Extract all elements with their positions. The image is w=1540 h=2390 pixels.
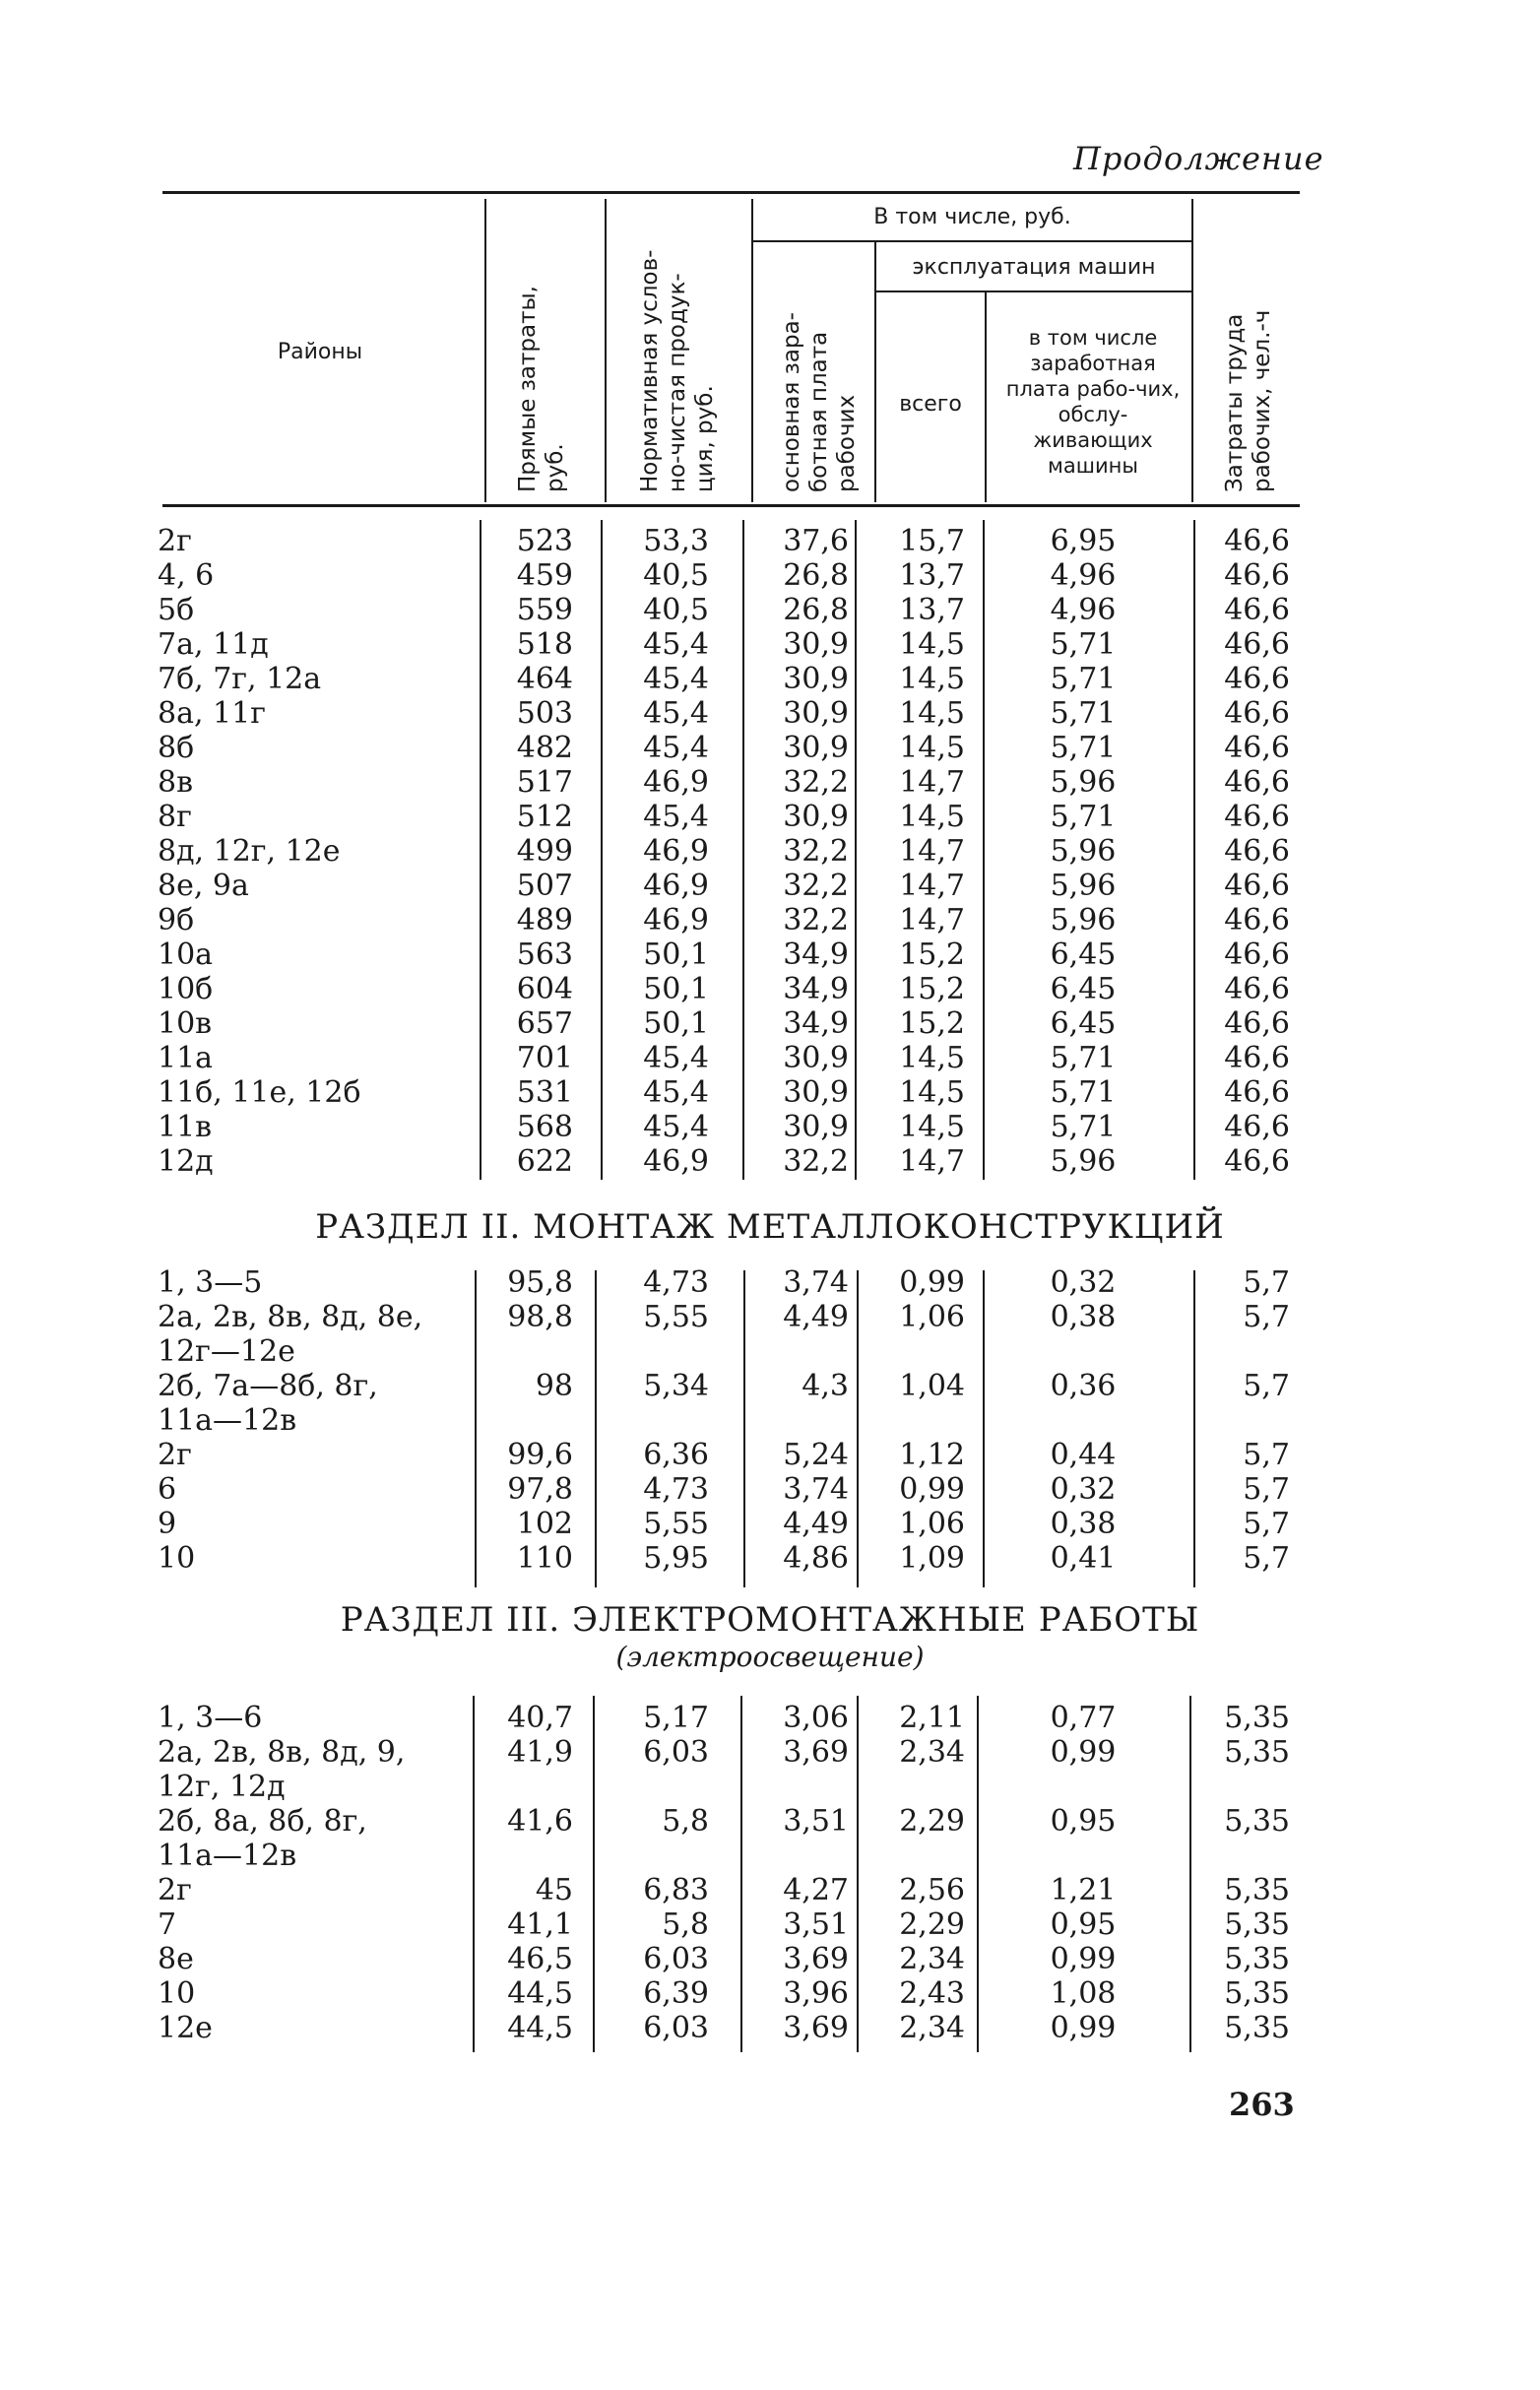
- normative-product-cell: 45,4: [643, 731, 709, 765]
- normative-product-cell: 46,9: [643, 1144, 709, 1179]
- basic-wages-cell: 4,49: [783, 1300, 849, 1334]
- labor-costs-cell: 5,7: [1243, 1265, 1290, 1300]
- machine-wages-cell: 1,08: [1050, 1976, 1117, 2011]
- machine-wages-cell: 1,21: [1050, 1873, 1117, 1907]
- basic-wages-cell: 3,51: [783, 1907, 849, 1942]
- machine-total-cell: 15,7: [899, 524, 965, 558]
- normative-product-cell: 45,4: [643, 696, 709, 731]
- basic-wages-cell: 30,9: [783, 627, 849, 662]
- machine-total-cell: 1,09: [899, 1541, 965, 1576]
- region-cell: 8д, 12г, 12е: [158, 834, 341, 869]
- machine-wages-cell: 5,71: [1050, 1075, 1117, 1110]
- machine-total-cell: 14,7: [899, 903, 965, 937]
- machine-total-cell: 2,34: [899, 2011, 965, 2045]
- section3-title: РАЗДЕЛ III. ЭЛЕКТРОМОНТАЖНЫЕ РАБОТЫ: [340, 1600, 1200, 1640]
- region-cell: 10а: [158, 937, 214, 972]
- basic-wages-cell: 34,9: [783, 937, 849, 972]
- basic-wages-cell: 30,9: [783, 800, 849, 834]
- machine-wages-cell: 5,96: [1050, 869, 1117, 903]
- normative-product-cell: 6,03: [643, 1735, 709, 1770]
- region-cell: 7а, 11д: [158, 627, 269, 662]
- machine-total-cell: 14,5: [899, 1075, 965, 1110]
- machine-wages-cell: 0,32: [1050, 1265, 1117, 1300]
- normative-product-cell: 5,95: [643, 1541, 709, 1576]
- table-row: [0, 765, 1540, 800]
- direct-costs-cell: 45: [535, 1873, 573, 1907]
- table-row: [0, 1701, 1540, 1735]
- direct-costs-cell: 98: [535, 1369, 573, 1403]
- basic-wages-cell: 32,2: [783, 765, 849, 800]
- table-row: [0, 972, 1540, 1006]
- direct-costs-cell: 41,6: [507, 1804, 573, 1839]
- table-row: [0, 1942, 1540, 1976]
- direct-costs-cell: 459: [516, 558, 573, 593]
- header-labor-costs: Затраты труда рабочих, чел.-ч: [1222, 309, 1275, 492]
- normative-product-cell: 46,9: [643, 834, 709, 869]
- machine-total-cell: 13,7: [899, 593, 965, 627]
- header-direct-costs: Прямые затраты, руб.: [515, 286, 568, 492]
- direct-costs-cell: 41,1: [507, 1907, 573, 1942]
- table-row: [0, 1907, 1540, 1942]
- direct-costs-cell: 503: [516, 696, 573, 731]
- direct-costs-cell: 482: [516, 731, 573, 765]
- machine-total-cell: 2,11: [899, 1701, 965, 1735]
- region-cell: 2а, 2в, 8в, 8д, 8е, 12г—12е: [158, 1300, 423, 1369]
- header-divider: [1191, 199, 1193, 502]
- header-divider: [985, 292, 987, 502]
- normative-product-cell: 45,4: [643, 800, 709, 834]
- labor-costs-cell: 46,6: [1224, 800, 1290, 834]
- normative-product-cell: 46,9: [643, 903, 709, 937]
- basic-wages-cell: 26,8: [783, 593, 849, 627]
- labor-costs-cell: 46,6: [1224, 1075, 1290, 1110]
- table-row: [0, 834, 1540, 869]
- region-cell: 9б: [158, 903, 195, 937]
- table-row: [0, 558, 1540, 593]
- basic-wages-cell: 5,24: [783, 1438, 849, 1472]
- table-row: [0, 1041, 1540, 1075]
- direct-costs-cell: 489: [516, 903, 573, 937]
- basic-wages-cell: 32,2: [783, 834, 849, 869]
- basic-wages-cell: 32,2: [783, 903, 849, 937]
- basic-wages-cell: 3,51: [783, 1804, 849, 1839]
- header-divider: [751, 199, 753, 502]
- labor-costs-cell: 46,6: [1224, 662, 1290, 696]
- labor-costs-cell: 46,6: [1224, 1006, 1290, 1041]
- table-row: [0, 1472, 1540, 1507]
- direct-costs-cell: 701: [516, 1041, 573, 1075]
- normative-product-cell: 40,5: [643, 558, 709, 593]
- table-row: [0, 1507, 1540, 1541]
- machine-wages-cell: 6,45: [1050, 972, 1117, 1006]
- region-cell: 9: [158, 1507, 177, 1541]
- machine-wages-cell: 5,71: [1050, 731, 1117, 765]
- normative-product-cell: 50,1: [643, 937, 709, 972]
- direct-costs-cell: 523: [516, 524, 573, 558]
- basic-wages-cell: 32,2: [783, 1144, 849, 1179]
- labor-costs-cell: 5,7: [1243, 1541, 1290, 1576]
- region-cell: 6: [158, 1472, 177, 1507]
- machine-wages-cell: 5,96: [1050, 903, 1117, 937]
- machine-wages-cell: 5,96: [1050, 834, 1117, 869]
- machine-total-cell: 14,7: [899, 834, 965, 869]
- basic-wages-cell: 3,74: [783, 1472, 849, 1507]
- table-row: [0, 524, 1540, 558]
- normative-product-cell: 50,1: [643, 1006, 709, 1041]
- table-row: [0, 1369, 1540, 1438]
- direct-costs-cell: 97,8: [507, 1472, 573, 1507]
- region-cell: 11а: [158, 1041, 214, 1075]
- machine-total-cell: 15,2: [899, 972, 965, 1006]
- table-row: [0, 1265, 1540, 1300]
- machine-wages-cell: 0,38: [1050, 1300, 1117, 1334]
- labor-costs-cell: 5,35: [1224, 1942, 1290, 1976]
- header-including-rub: В том числе, руб.: [873, 205, 1071, 229]
- basic-wages-cell: 4,86: [783, 1541, 849, 1576]
- machine-total-cell: 2,43: [899, 1976, 965, 2011]
- table-row: [0, 696, 1540, 731]
- region-cell: 8е, 9а: [158, 869, 249, 903]
- region-cell: 2а, 2в, 8в, 8д, 9, 12г, 12д: [158, 1735, 406, 1804]
- normative-product-cell: 6,03: [643, 2011, 709, 2045]
- region-cell: 1, 3—6: [158, 1701, 263, 1735]
- direct-costs-cell: 44,5: [507, 1976, 573, 2011]
- machine-wages-cell: 5,71: [1050, 662, 1117, 696]
- table-row: [0, 1144, 1540, 1179]
- machine-wages-cell: 0,44: [1050, 1438, 1117, 1472]
- labor-costs-cell: 46,6: [1224, 937, 1290, 972]
- normative-product-cell: 45,4: [643, 1041, 709, 1075]
- direct-costs-cell: 531: [516, 1075, 573, 1110]
- machine-total-cell: 0,99: [899, 1265, 965, 1300]
- normative-product-cell: 53,3: [643, 524, 709, 558]
- region-cell: 8е: [158, 1942, 194, 1976]
- machine-total-cell: 2,34: [899, 1735, 965, 1770]
- machine-total-cell: 14,5: [899, 800, 965, 834]
- machine-wages-cell: 6,95: [1050, 524, 1117, 558]
- labor-costs-cell: 46,6: [1224, 558, 1290, 593]
- labor-costs-cell: 5,35: [1224, 1873, 1290, 1907]
- machine-total-cell: 1,04: [899, 1369, 965, 1403]
- direct-costs-cell: 99,6: [507, 1438, 573, 1472]
- labor-costs-cell: 5,7: [1243, 1472, 1290, 1507]
- header-incl-wages: в том числе заработная плата рабо-чих, обслу-живающих машины: [1005, 326, 1181, 478]
- machine-wages-cell: 0,41: [1050, 1541, 1117, 1576]
- table-row: [0, 1735, 1540, 1804]
- basic-wages-cell: 30,9: [783, 696, 849, 731]
- labor-costs-cell: 46,6: [1224, 593, 1290, 627]
- region-cell: 8г: [158, 800, 192, 834]
- normative-product-cell: 46,9: [643, 869, 709, 903]
- normative-product-cell: 5,8: [662, 1804, 709, 1839]
- labor-costs-cell: 5,35: [1224, 1701, 1290, 1735]
- table-row: [0, 627, 1540, 662]
- normative-product-cell: 5,34: [643, 1369, 709, 1403]
- labor-costs-cell: 46,6: [1224, 765, 1290, 800]
- direct-costs-cell: 46,5: [507, 1942, 573, 1976]
- machine-wages-cell: 4,96: [1050, 593, 1117, 627]
- region-cell: 5б: [158, 593, 195, 627]
- labor-costs-cell: 46,6: [1224, 834, 1290, 869]
- basic-wages-cell: 30,9: [783, 731, 849, 765]
- table-row: [0, 731, 1540, 765]
- labor-costs-cell: 46,6: [1224, 1144, 1290, 1179]
- machine-wages-cell: 0,95: [1050, 1907, 1117, 1942]
- region-cell: 7б, 7г, 12а: [158, 662, 322, 696]
- normative-product-cell: 5,55: [643, 1300, 709, 1334]
- normative-product-cell: 5,8: [662, 1907, 709, 1942]
- table-row: [0, 903, 1540, 937]
- header-basic-wages: основная зара- ботная плата рабочих: [779, 312, 860, 492]
- header-sub-rule-2: [876, 291, 1191, 292]
- machine-wages-cell: 0,32: [1050, 1472, 1117, 1507]
- machine-wages-cell: 6,45: [1050, 1006, 1117, 1041]
- direct-costs-cell: 507: [516, 869, 573, 903]
- page-number: 263: [1229, 2086, 1295, 2123]
- basic-wages-cell: 3,69: [783, 1942, 849, 1976]
- machine-wages-cell: 5,71: [1050, 696, 1117, 731]
- direct-costs-cell: 622: [516, 1144, 573, 1179]
- basic-wages-cell: 30,9: [783, 662, 849, 696]
- basic-wages-cell: 3,69: [783, 1735, 849, 1770]
- header-machine-operation: эксплуатация машин: [912, 255, 1156, 280]
- direct-costs-cell: 512: [516, 800, 573, 834]
- region-cell: 7: [158, 1907, 177, 1942]
- machine-total-cell: 14,5: [899, 1041, 965, 1075]
- normative-product-cell: 45,4: [643, 662, 709, 696]
- header-regions: Районы: [277, 340, 363, 364]
- direct-costs-cell: 517: [516, 765, 573, 800]
- header-divider: [605, 199, 607, 502]
- machine-wages-cell: 0,36: [1050, 1369, 1117, 1403]
- basic-wages-cell: 4,27: [783, 1873, 849, 1907]
- region-cell: 10б: [158, 972, 214, 1006]
- machine-wages-cell: 0,99: [1050, 1942, 1117, 1976]
- basic-wages-cell: 30,9: [783, 1110, 849, 1144]
- region-cell: 10: [158, 1541, 196, 1576]
- machine-wages-cell: 4,96: [1050, 558, 1117, 593]
- direct-costs-cell: 568: [516, 1110, 573, 1144]
- labor-costs-cell: 46,6: [1224, 903, 1290, 937]
- table-row: [0, 800, 1540, 834]
- header-total: всего: [899, 392, 962, 417]
- machine-total-cell: 14,7: [899, 1144, 965, 1179]
- machine-wages-cell: 5,71: [1050, 800, 1117, 834]
- machine-total-cell: 13,7: [899, 558, 965, 593]
- table-row: [0, 2011, 1540, 2045]
- direct-costs-cell: 95,8: [507, 1265, 573, 1300]
- machine-wages-cell: 0,99: [1050, 2011, 1117, 2045]
- direct-costs-cell: 44,5: [507, 2011, 573, 2045]
- labor-costs-cell: 46,6: [1224, 1041, 1290, 1075]
- region-cell: 11б, 11е, 12б: [158, 1075, 361, 1110]
- machine-wages-cell: 5,71: [1050, 627, 1117, 662]
- machine-wages-cell: 0,99: [1050, 1735, 1117, 1770]
- region-cell: 2г: [158, 524, 192, 558]
- header-divider: [874, 242, 876, 502]
- region-cell: 2г: [158, 1873, 192, 1907]
- table-row: [0, 593, 1540, 627]
- normative-product-cell: 40,5: [643, 593, 709, 627]
- region-cell: 2б, 8а, 8б, 8г, 11а—12в: [158, 1804, 367, 1873]
- table-row: [0, 1075, 1540, 1110]
- basic-wages-cell: 34,9: [783, 1006, 849, 1041]
- basic-wages-cell: 3,69: [783, 2011, 849, 2045]
- machine-wages-cell: 6,45: [1050, 937, 1117, 972]
- labor-costs-cell: 5,35: [1224, 1735, 1290, 1770]
- labor-costs-cell: 46,6: [1224, 731, 1290, 765]
- normative-product-cell: 6,36: [643, 1438, 709, 1472]
- labor-costs-cell: 46,6: [1224, 696, 1290, 731]
- machine-total-cell: 14,7: [899, 765, 965, 800]
- labor-costs-cell: 46,6: [1224, 524, 1290, 558]
- region-cell: 8в: [158, 765, 193, 800]
- region-cell: 10в: [158, 1006, 213, 1041]
- region-cell: 2г: [158, 1438, 192, 1472]
- machine-total-cell: 1,12: [899, 1438, 965, 1472]
- direct-costs-cell: 98,8: [507, 1300, 573, 1334]
- labor-costs-cell: 5,7: [1243, 1507, 1290, 1541]
- table-row: [0, 1300, 1540, 1369]
- normative-product-cell: 6,39: [643, 1976, 709, 2011]
- machine-wages-cell: 0,38: [1050, 1507, 1117, 1541]
- machine-total-cell: 1,06: [899, 1507, 965, 1541]
- section2-rows: [0, 1265, 1540, 1576]
- table-row: [0, 1006, 1540, 1041]
- labor-costs-cell: 5,7: [1243, 1300, 1290, 1334]
- normative-product-cell: 4,73: [643, 1265, 709, 1300]
- machine-total-cell: 14,5: [899, 1110, 965, 1144]
- labor-costs-cell: 46,6: [1224, 869, 1290, 903]
- labor-costs-cell: 5,35: [1224, 1804, 1290, 1839]
- basic-wages-cell: 37,6: [783, 524, 849, 558]
- machine-total-cell: 0,99: [899, 1472, 965, 1507]
- normative-product-cell: 45,4: [643, 627, 709, 662]
- machine-wages-cell: 0,77: [1050, 1701, 1117, 1735]
- direct-costs-cell: 604: [516, 972, 573, 1006]
- header-normative-product: Нормативная услов- но-чистая продук- ция, руб.: [637, 249, 718, 492]
- table-row: [0, 1541, 1540, 1576]
- machine-total-cell: 14,5: [899, 662, 965, 696]
- basic-wages-cell: 34,9: [783, 972, 849, 1006]
- direct-costs-cell: 110: [516, 1541, 573, 1576]
- table-top-rule: [162, 191, 1300, 194]
- basic-wages-cell: 4,3: [802, 1369, 849, 1403]
- machine-wages-cell: 5,96: [1050, 765, 1117, 800]
- labor-costs-cell: 5,7: [1243, 1369, 1290, 1403]
- basic-wages-cell: 3,06: [783, 1701, 849, 1735]
- labor-costs-cell: 5,35: [1224, 1907, 1290, 1942]
- section2-title: РАЗДЕЛ II. МОНТАЖ МЕТАЛЛОКОНСТРУКЦИЙ: [315, 1207, 1225, 1247]
- direct-costs-cell: 464: [516, 662, 573, 696]
- region-cell: 4, 6: [158, 558, 215, 593]
- region-cell: 12е: [158, 2011, 213, 2045]
- normative-product-cell: 45,4: [643, 1110, 709, 1144]
- machine-total-cell: 14,5: [899, 731, 965, 765]
- machine-total-cell: 14,7: [899, 869, 965, 903]
- basic-wages-cell: 3,96: [783, 1976, 849, 2011]
- machine-total-cell: 1,06: [899, 1300, 965, 1334]
- region-cell: 12д: [158, 1144, 214, 1179]
- section1-rows: [0, 524, 1540, 1179]
- direct-costs-cell: 102: [516, 1507, 573, 1541]
- section3-subtitle: (электроосвещение): [615, 1641, 925, 1673]
- normative-product-cell: 5,55: [643, 1507, 709, 1541]
- table-row: [0, 662, 1540, 696]
- machine-total-cell: 14,5: [899, 627, 965, 662]
- table-row: [0, 869, 1540, 903]
- machine-total-cell: 14,5: [899, 696, 965, 731]
- direct-costs-cell: 499: [516, 834, 573, 869]
- direct-costs-cell: 41,9: [507, 1735, 573, 1770]
- normative-product-cell: 4,73: [643, 1472, 709, 1507]
- basic-wages-cell: 30,9: [783, 1041, 849, 1075]
- direct-costs-cell: 559: [516, 593, 573, 627]
- labor-costs-cell: 46,6: [1224, 1110, 1290, 1144]
- table-row: [0, 1110, 1540, 1144]
- normative-product-cell: 5,17: [643, 1701, 709, 1735]
- region-cell: 2б, 7а—8б, 8г, 11а—12в: [158, 1369, 378, 1438]
- region-cell: 10: [158, 1976, 196, 2011]
- header-bottom-rule: [162, 504, 1300, 507]
- labor-costs-cell: 46,6: [1224, 627, 1290, 662]
- machine-wages-cell: 0,95: [1050, 1804, 1117, 1839]
- normative-product-cell: 50,1: [643, 972, 709, 1006]
- normative-product-cell: 45,4: [643, 1075, 709, 1110]
- machine-wages-cell: 5,71: [1050, 1041, 1117, 1075]
- basic-wages-cell: 30,9: [783, 1075, 849, 1110]
- region-cell: 11в: [158, 1110, 213, 1144]
- header-divider: [484, 199, 486, 502]
- region-cell: 8б: [158, 731, 195, 765]
- table-row: [0, 937, 1540, 972]
- basic-wages-cell: 32,2: [783, 869, 849, 903]
- machine-wages-cell: 5,96: [1050, 1144, 1117, 1179]
- section3-rows: [0, 1701, 1540, 2045]
- direct-costs-cell: 657: [516, 1006, 573, 1041]
- machine-wages-cell: 5,71: [1050, 1110, 1117, 1144]
- normative-product-cell: 46,9: [643, 765, 709, 800]
- continuation-label: Продолжение: [1073, 140, 1324, 177]
- machine-total-cell: 15,2: [899, 937, 965, 972]
- labor-costs-cell: 46,6: [1224, 972, 1290, 1006]
- table-row: [0, 1438, 1540, 1472]
- machine-total-cell: 2,56: [899, 1873, 965, 1907]
- table-row: [0, 1873, 1540, 1907]
- basic-wages-cell: 3,74: [783, 1265, 849, 1300]
- machine-total-cell: 2,34: [899, 1942, 965, 1976]
- region-cell: 1, 3—5: [158, 1265, 263, 1300]
- machine-total-cell: 15,2: [899, 1006, 965, 1041]
- basic-wages-cell: 4,49: [783, 1507, 849, 1541]
- header-sub-rule-1: [753, 240, 1191, 242]
- normative-product-cell: 6,83: [643, 1873, 709, 1907]
- normative-product-cell: 6,03: [643, 1942, 709, 1976]
- direct-costs-cell: 563: [516, 937, 573, 972]
- machine-total-cell: 2,29: [899, 1804, 965, 1839]
- labor-costs-cell: 5,35: [1224, 1976, 1290, 2011]
- basic-wages-cell: 26,8: [783, 558, 849, 593]
- direct-costs-cell: 518: [516, 627, 573, 662]
- table-row: [0, 1804, 1540, 1873]
- table-row: [0, 1976, 1540, 2011]
- labor-costs-cell: 5,7: [1243, 1438, 1290, 1472]
- machine-total-cell: 2,29: [899, 1907, 965, 1942]
- direct-costs-cell: 40,7: [507, 1701, 573, 1735]
- region-cell: 8а, 11г: [158, 696, 266, 731]
- labor-costs-cell: 5,35: [1224, 2011, 1290, 2045]
